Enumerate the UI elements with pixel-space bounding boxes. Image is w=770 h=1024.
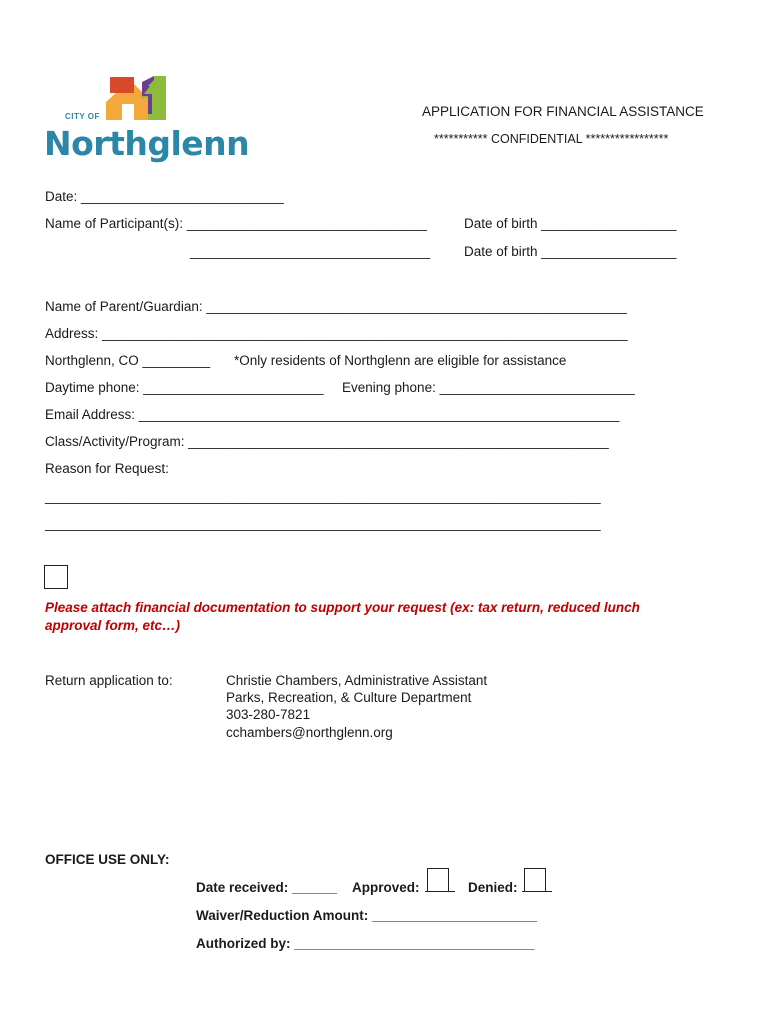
documentation-checkbox[interactable]: [44, 565, 68, 589]
date-received-field[interactable]: Date received: ______: [196, 880, 338, 895]
program-field[interactable]: Class/Activity/Program: ________________________________________________________: [45, 434, 609, 449]
parent-guardian-field[interactable]: Name of Parent/Guardian: ________________________________________________________: [45, 299, 627, 314]
attach-note-line-1: Please attach financial documentation to support your request (ex: tax return, reduced lunch: [45, 600, 640, 615]
return-department: Parks, Recreation, & Culture Department: [226, 690, 472, 705]
date-field[interactable]: Date: ___________________________: [45, 189, 284, 204]
logo-wordmark: Northglenn: [44, 124, 250, 163]
reason-line-2[interactable]: __________________________________________________________________________: [45, 516, 601, 531]
email-field[interactable]: Email Address: ________________________________________________________________: [45, 407, 620, 422]
office-use-heading: OFFICE USE ONLY:: [45, 852, 170, 867]
reason-label: Reason for Request:: [45, 461, 169, 476]
approved-underline: [425, 891, 455, 892]
northglenn-logo: [44, 74, 250, 169]
approved-label: Approved:: [352, 880, 420, 895]
evening-phone-field[interactable]: Evening phone: __________________________: [342, 380, 635, 395]
participant-name-field-2[interactable]: ________________________________: [190, 244, 431, 259]
confidential-label: *********** CONFIDENTIAL *****************: [434, 132, 669, 146]
reason-line-1[interactable]: __________________________________________________________________________: [45, 489, 601, 504]
city-zip-field[interactable]: Northglenn, CO _________: [45, 353, 211, 368]
daytime-phone-field[interactable]: Daytime phone: ________________________: [45, 380, 324, 395]
address-field[interactable]: Address: ______________________________________________________________________: [45, 326, 628, 341]
logo-city-of: CITY OF: [65, 112, 100, 121]
date-of-birth-field-1[interactable]: Date of birth __________________: [464, 216, 677, 231]
return-label: Return application to:: [45, 673, 173, 688]
residents-note: *Only residents of Northglenn are eligible for assistance: [234, 353, 567, 368]
form-title: APPLICATION FOR FINANCIAL ASSISTANCE: [422, 104, 704, 119]
authorized-by-field[interactable]: Authorized by: ________________________________: [196, 936, 535, 951]
date-of-birth-field-2[interactable]: Date of birth __________________: [464, 244, 677, 259]
return-phone: 303-280-7821: [226, 707, 311, 722]
return-contact-name: Christie Chambers, Administrative Assistant: [226, 673, 488, 688]
approved-checkbox[interactable]: [427, 868, 449, 892]
return-email: cchambers@northglenn.org: [226, 725, 393, 740]
attach-note-line-2: approval form, etc…): [45, 618, 181, 633]
waiver-amount-field[interactable]: Waiver/Reduction Amount: ______________________: [196, 908, 538, 923]
denied-label: Denied:: [468, 880, 518, 895]
participant-name-field[interactable]: Name of Participant(s): ________________________________: [45, 216, 428, 231]
denied-underline: [522, 891, 552, 892]
denied-checkbox[interactable]: [524, 868, 546, 892]
